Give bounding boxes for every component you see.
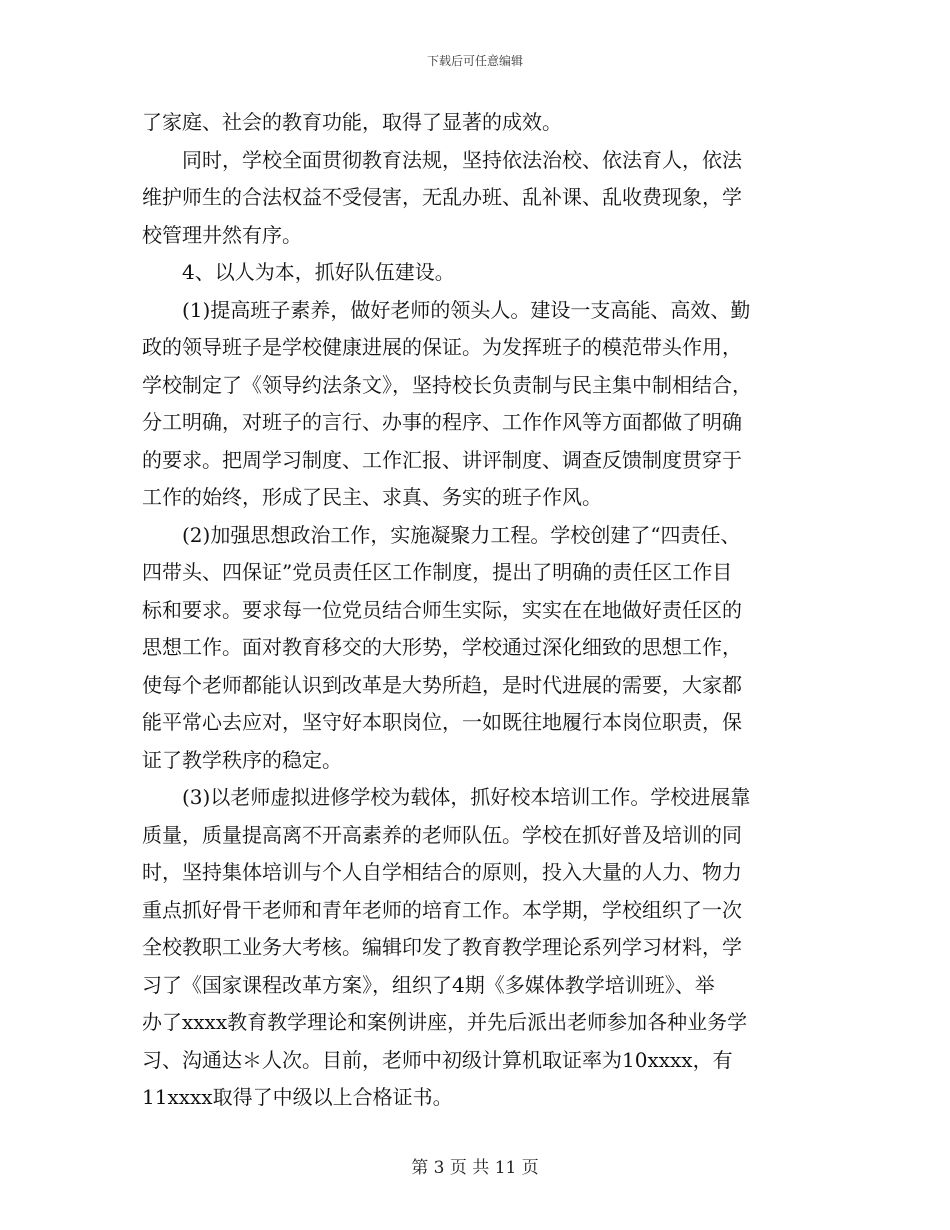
text-line: 习了《国家课程改革方案》，组织了4期《多媒体教学培训班》、举 (142, 972, 715, 997)
text-line: 学校制定了《领导约法条文》，坚持校长负责制与民主集中制相结合， (142, 372, 752, 397)
text-line: 质量，质量提高离不开高素养的老师队伍。学校在抓好普及培训的同 (142, 822, 742, 847)
text-line: 四带头、四保证”党员责任区工作制度，提出了明确的责任区工作目 (142, 560, 733, 584)
page-header: 下载后可任意编辑 (426, 54, 523, 68)
text-line: 工作的始终，形成了民主、求真、务实的班子作风。 (142, 485, 602, 509)
text-line: 维护师生的合法权益不受侵害，无乱办班、乱补课、乱收费现象，学 (142, 185, 742, 209)
text-line: 思想工作。面对教育移交的大形势，学校通过深化细致的思想工作， (142, 635, 742, 659)
text-line: (2)加强思想政治工作，实施凝聚力工程。学校创建了“四责任、 (182, 522, 741, 547)
document-body (142, 104, 812, 1117)
text-line: 证了教学秩序的稳定。 (142, 747, 342, 772)
text-line: 能平常心去应对，坚守好本职岗位，一如既往地履行本岗位职责，保 (142, 710, 742, 734)
text-line: 办了xxxx教育教学理论和案例讲座，并先后派出老师参加各种业务学 (142, 1010, 748, 1034)
text-line: 的要求。把周学习制度、工作汇报、讲评制度、调查反馈制度贯穿于 (142, 447, 742, 472)
text-line: (1)提高班子素养，做好老师的领头人。建设一支高能、高效、勤 (182, 297, 751, 322)
text-line: 校管理井然有序。 (142, 222, 302, 247)
text-line: 习、沟通达＊人次。目前，老师中初级计算机取证率为10xxxx，有 (142, 1047, 733, 1072)
page-footer: 第 3 页 共 11 页 (411, 1158, 539, 1178)
text-line: 了家庭、社会的教育功能，取得了显著的成效。 (142, 110, 562, 134)
text-line: 时，坚持集体培训与个人自学相结合的原则，投入大量的人力、物力 (142, 860, 742, 884)
text-line: 4、以人为本，抓好队伍建设。 (182, 260, 455, 284)
text-line: 全校教职工业务大考核。编辑印发了教育教学理论系列学习材料，学 (142, 935, 742, 959)
text-line: 重点抓好骨干老师和青年老师的培育工作。本学期，学校组织了一次 (142, 897, 742, 922)
text-line: 政的领导班子是学校健康进展的保证。为发挥班子的模范带头作用， (142, 335, 742, 359)
text-line: 11xxxx取得了中级以上合格证书。 (142, 1085, 453, 1109)
text-line: 标和要求。要求每一位党员结合师生实际，实实在在地做好责任区的 (142, 597, 742, 622)
text-line: 分工明确，对班子的言行、办事的程序、工作作风等方面都做了明确 (142, 410, 742, 434)
text-line: 同时，学校全面贯彻教育法规，坚持依法治校、依法育人，依法 (182, 147, 742, 172)
text-line: (3)以老师虚拟进修学校为载体，抓好校本培训工作。学校进展靠 (182, 785, 751, 809)
text-line: 使每个老师都能认识到改革是大势所趋，是时代进展的需要，大家都 (142, 672, 742, 697)
